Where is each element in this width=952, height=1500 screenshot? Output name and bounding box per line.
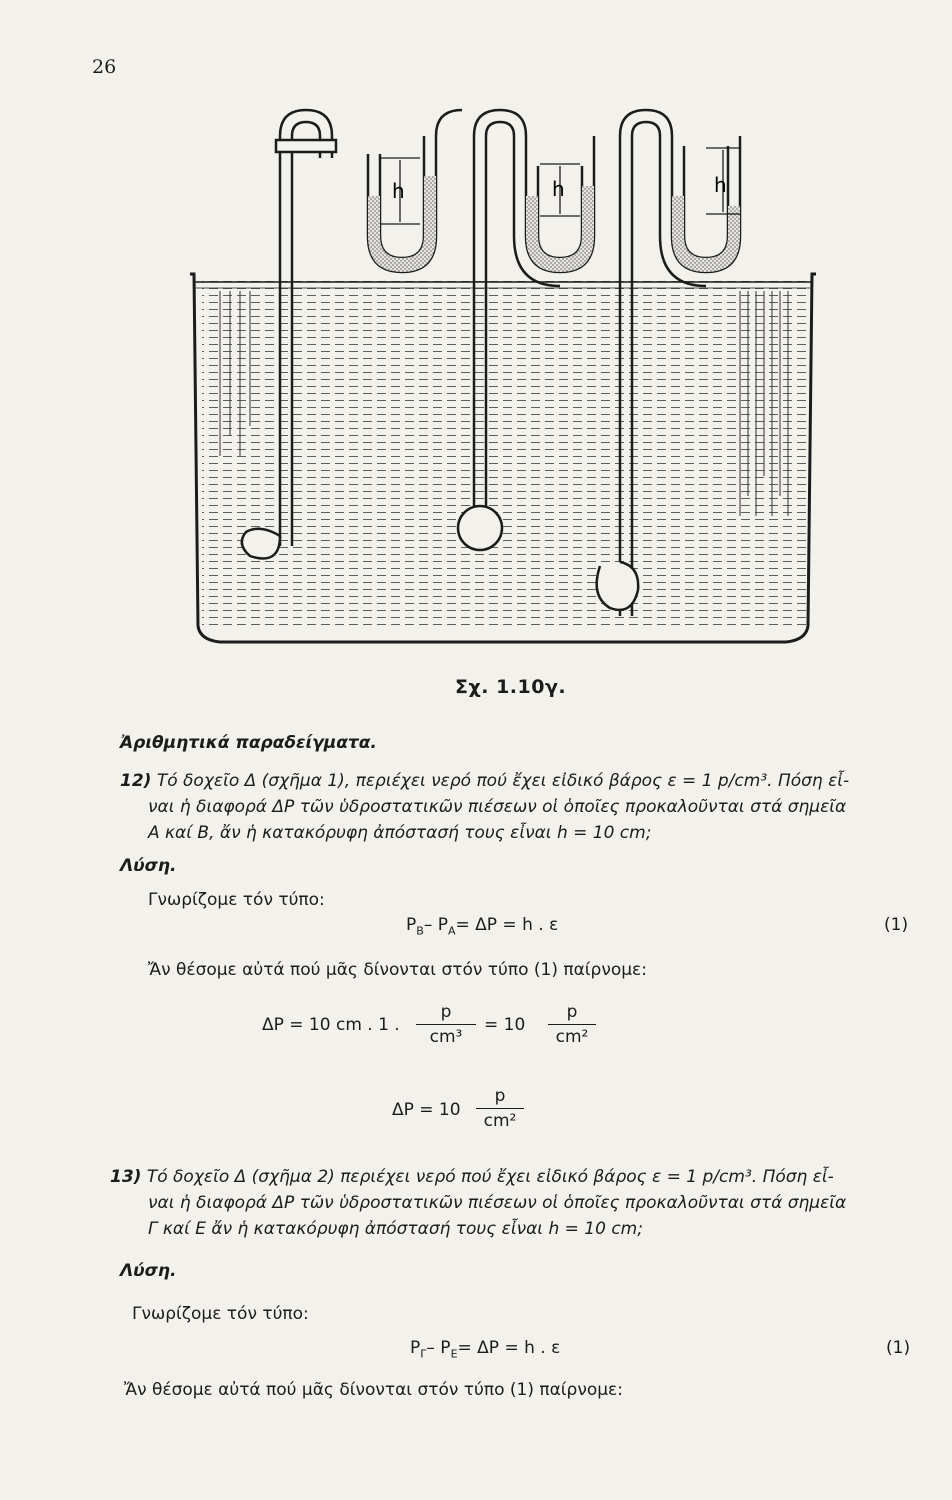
example-13-line-2: ναι ἡ διαφορά ΔP τῶν ὑδροστατικῶν πιέσεων οἱ ὁποῖες προκαλοῦνται στά σημεῖα [148, 1193, 847, 1213]
example-13-number: 13) [110, 1167, 142, 1187]
example-13-line-3: Γ καί E ἄν ἡ κατακόρυφη ἀπόστασή τους εἶναι h = 10 cm; [148, 1219, 643, 1239]
example-12-result-left: ΔP = 10 [392, 1100, 461, 1120]
example-12-calc-left: ΔP = 10 cm . 1 . [262, 1015, 400, 1035]
example-12-text-1: Τό δοχεῖο Δ (σχῆμα 1), περιέχει νερό πού ἔχει εἰδικό βάρος ε = 1 p/cm³. Πόση εἶ- [156, 771, 850, 791]
example-12-result-fraction: p cm² [476, 1086, 524, 1131]
example-12-calc-fraction-1: p cm³ [416, 1002, 476, 1047]
example-13-substitute: Ἄν θέσομε αὐτά πού μᾶς δίνονται στόν τύπο (1) παίρνομε: [124, 1380, 623, 1400]
example-12-formula: $P_B-$ $P_A= \Delta P = h$ . ε [406, 915, 559, 938]
example-13-know-formula: Γνωρίζομε τόν τύπο: [132, 1304, 309, 1324]
h-label-2: h [552, 177, 565, 201]
example-12-calc-fraction-2: p cm² [548, 1002, 596, 1047]
example-12-solution-label: Λύση. [120, 856, 177, 876]
example-13-line-1 [110, 1164, 834, 1190]
example-12-number: 12) [120, 771, 152, 791]
example-12-calc-equals: = 10 [484, 1015, 526, 1035]
example-12-eq-number: (1) [884, 915, 909, 935]
example-12-line-1 [120, 768, 849, 794]
example-12-substitute: Ἄν θέσομε αὐτά πού μᾶς δίνονται στόν τύπο (1) παίρνομε: [148, 960, 647, 980]
h-label-3: h [714, 173, 727, 197]
example-13-eq-number: (1) [886, 1338, 911, 1358]
example-13-text-1: Τό δοχεῖο Δ (σχῆμα 2) περιέχει νερό πού ἔχει εἰδικό βάρος ε = 1 p/cm³. Πόση εἶ- [146, 1167, 834, 1187]
example-13-solution-label: Λύση. [120, 1261, 177, 1281]
example-12-line-3: A καί B, ἄν ἡ κατακόρυφη ἀπόστασή τους εἶναι h = 10 cm; [148, 823, 652, 843]
page-number: 26 [92, 56, 117, 78]
h-label-1: h [392, 179, 405, 203]
section-title: Ἀριθμητικά παραδείγματα. [120, 733, 377, 753]
figure-caption: Σχ. 1.10γ. [455, 676, 567, 698]
example-12-know-formula: Γνωρίζομε τόν τύπο: [148, 890, 325, 910]
example-12-line-2: ναι ἡ διαφορά ΔP τῶν ὑδροστατικῶν πιέσεων οἱ ὁποῖες προκαλοῦνται στά σημεῖα [148, 797, 847, 817]
manometer-figure [180, 96, 820, 656]
tank [190, 274, 816, 642]
example-13-formula: $P_\Gamma-$ $P_E= \Delta P = h$ . ε [410, 1338, 561, 1361]
